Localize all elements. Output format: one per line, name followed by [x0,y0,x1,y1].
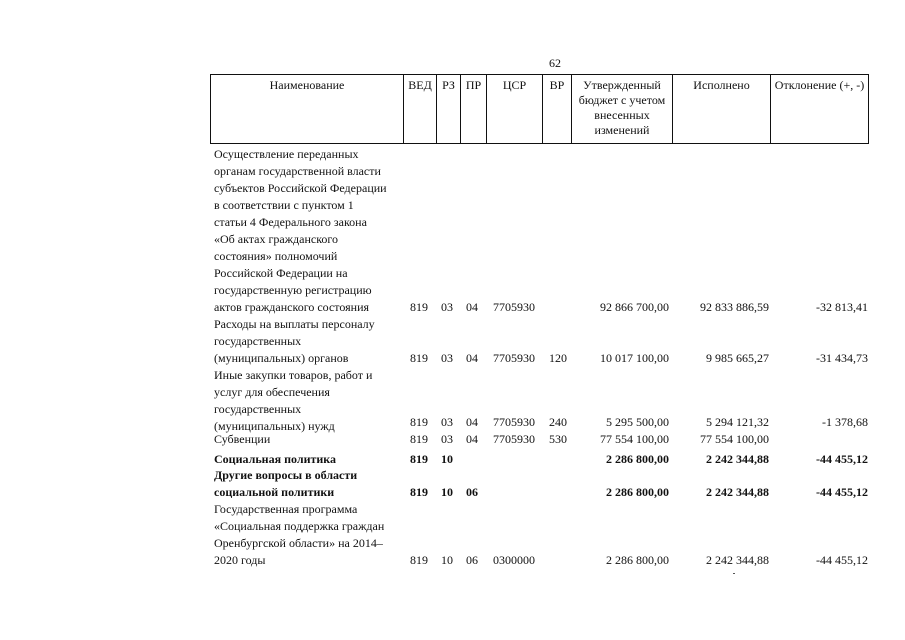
cell-pr: 04 [466,415,478,429]
cell-rz: 03 [441,300,453,314]
scan-artifact [733,573,735,574]
cell-executed: 2 242 344,88 [706,452,769,466]
cell-approved: 10 017 100,00 [600,351,669,365]
cell-rz: 10 [441,485,453,499]
cell-approved: 5 295 500,00 [606,415,669,429]
header-ved: ВЕД [404,75,437,144]
cell-pr: 04 [466,432,478,446]
row-name: Расходы на выплаты персоналу государственных (муниципальных) органов [214,317,375,365]
cell-pr: 04 [466,300,478,314]
header-pr: ПР [461,75,487,144]
row-name: Субвенции [214,432,271,446]
header-csr: ЦСР [487,75,543,144]
table-row [0,467,905,501]
header-executed: Исполнено [673,75,771,144]
table-row [0,431,905,448]
cell-csr: 7705930 [493,432,535,446]
cell-deviation: -44 455,12 [816,452,868,466]
cell-deviation: -1 378,68 [822,415,868,429]
cell-approved: 2 286 800,00 [606,452,669,466]
cell-pr: 04 [466,351,478,365]
cell-executed: 2 242 344,88 [706,553,769,567]
header-rz: РЗ [437,75,461,144]
cell-ved: 819 [410,452,428,466]
cell-executed: 9 985 665,27 [706,351,769,365]
cell-ved: 819 [410,415,428,429]
header-approved: Утвержденный бюджет с учетом внесенных изменений [572,75,673,144]
cell-approved: 92 866 700,00 [600,300,669,314]
cell-deviation: -44 455,12 [816,485,868,499]
cell-csr: 7705930 [493,300,535,314]
cell-csr: 0300000 [493,553,535,567]
cell-rz: 03 [441,432,453,446]
cell-rz: 10 [441,452,453,466]
cell-ved: 819 [410,351,428,365]
row-name: Другие вопросы в области социальной политики [214,468,358,499]
page-number: 62 [549,56,561,70]
cell-ved: 819 [410,300,428,314]
row-name: Социальная политика [214,452,337,466]
header-deviation: Отклонение (+, -) [771,75,869,144]
cell-executed: 2 242 344,88 [706,485,769,499]
cell-csr: 7705930 [493,351,535,365]
cell-vr: 120 [549,351,567,365]
table-header [210,74,869,144]
cell-vr: 240 [549,415,567,429]
table-row [0,501,905,569]
cell-ved: 819 [410,485,428,499]
cell-csr: 7705930 [493,415,535,429]
cell-approved: 2 286 800,00 [606,553,669,567]
row-name: Иные закупки товаров, работ и услуг для обеспечения государственных (муниципальных) нужд [214,368,373,433]
cell-rz: 03 [441,415,453,429]
header-vr: ВР [543,75,572,144]
cell-ved: 819 [410,432,428,446]
table-row [0,316,905,367]
cell-approved: 77 554 100,00 [600,432,669,446]
cell-executed: 92 833 886,59 [700,300,769,314]
cell-deviation: -32 813,41 [816,300,868,314]
cell-ved: 819 [410,553,428,567]
cell-executed: 77 554 100,00 [700,432,769,446]
cell-executed: 5 294 121,32 [706,415,769,429]
cell-rz: 03 [441,351,453,365]
cell-deviation: -31 434,73 [816,351,868,365]
header-name: Наименование [211,75,404,144]
table-row [0,146,905,316]
row-name: Осуществление переданных органам государственной власти субъектов Российской Федерации в соответствии с пунктом 1 статьи 4 Федерального закона «Об актах гражданского состояния» полномочий Российской Федерации на государственную регистрацию актов гражданского состояния [214,147,387,314]
cell-deviation: -44 455,12 [816,553,868,567]
cell-pr: 06 [466,485,478,499]
cell-vr: 530 [549,432,567,446]
cell-approved: 2 286 800,00 [606,485,669,499]
cell-pr: 06 [466,553,478,567]
table-row [0,451,905,468]
cell-rz: 10 [441,553,453,567]
table-row [0,367,905,431]
row-name: Государственная программа «Социальная поддержка граждан Оренбургской области» на 2014– 2020 годы [214,502,385,567]
